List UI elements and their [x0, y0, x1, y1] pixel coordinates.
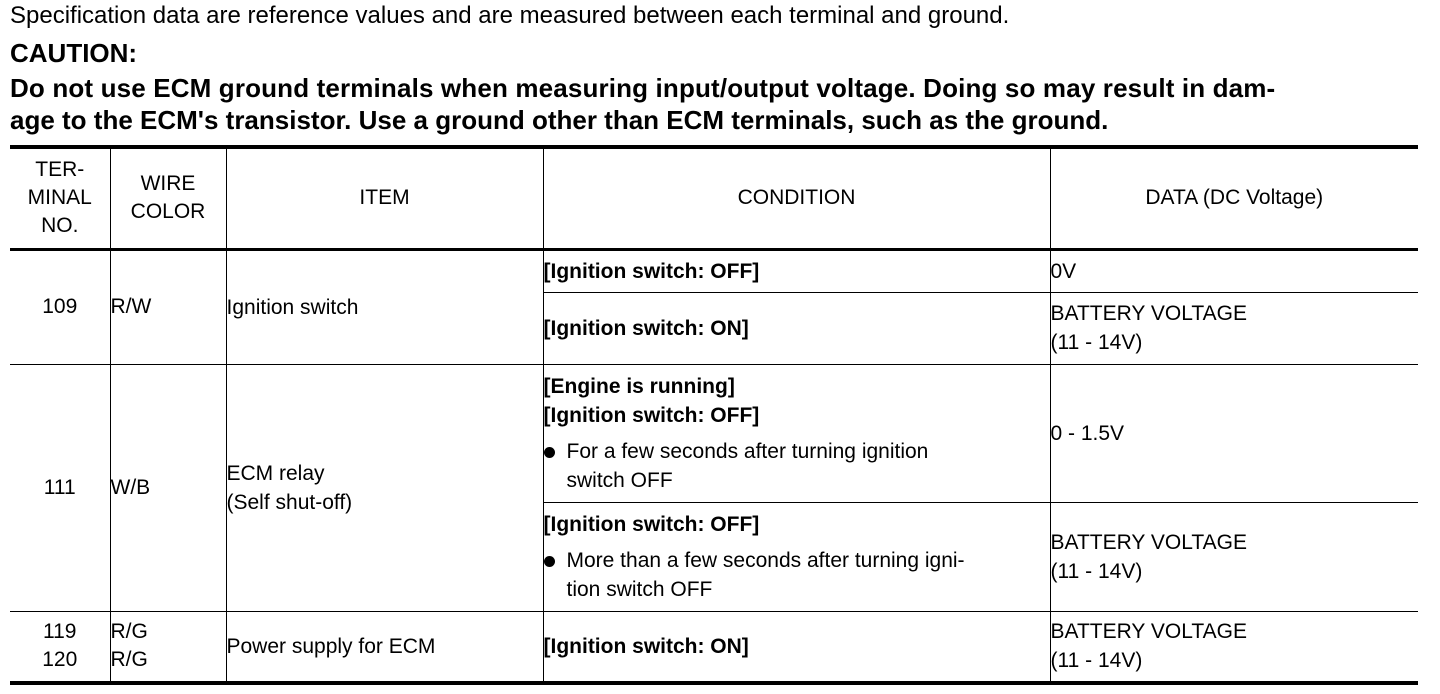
item-cell: Power supply for ECM: [226, 611, 543, 683]
caution-body: [10, 72, 1420, 136]
header-data: DATA (DC Voltage): [1050, 147, 1418, 249]
bullet-dot-icon: [544, 447, 555, 458]
condition-cell: [543, 249, 1050, 292]
condition-label: [Ignition switch: OFF]: [543, 403, 760, 427]
data-value: (11 - 14V): [1050, 331, 1143, 354]
data-cell: [1050, 502, 1418, 611]
bullet-text: [567, 546, 965, 604]
table-row: [10, 611, 1418, 683]
condition-label: [Ignition switch: OFF]: [543, 259, 760, 283]
caution-line-1: Do not use ECM ground terminals when measuring input/output voltage. Doing so may result in dam-: [10, 73, 1276, 103]
header-condition: CONDITION: [543, 147, 1050, 249]
item-cell: Ignition switch: [226, 249, 543, 364]
bullet-line: switch OFF: [566, 468, 673, 492]
caution-title: CAUTION:: [10, 38, 138, 68]
bullet-text: [567, 437, 929, 495]
terminal-no-cell: 111: [10, 364, 110, 611]
condition-label: [Ignition switch: ON]: [543, 634, 749, 658]
condition-cell: [543, 364, 1050, 502]
terminal-no-cell: [10, 611, 110, 683]
terminal-no: 119: [43, 620, 77, 644]
data-value: BATTERY VOLTAGE: [1050, 620, 1247, 644]
data-value: BATTERY VOLTAGE: [1050, 530, 1247, 554]
item-line: ECM relay: [226, 461, 325, 485]
wire-color-cell: R/W: [110, 249, 226, 364]
condition-cell: [543, 611, 1050, 683]
terminal-spec-table: [10, 145, 1418, 685]
wire-color: R/G: [110, 620, 148, 644]
condition-cell: [543, 502, 1050, 611]
condition-bullet: [544, 437, 1050, 495]
condition-label: [Ignition switch: OFF]: [543, 512, 760, 536]
condition-bullet: [544, 546, 1050, 604]
data-cell: 0 - 1.5V: [1050, 364, 1418, 502]
item-cell: [226, 364, 543, 611]
header-terminal-line: TER-: [35, 158, 85, 182]
header-wire-line: WIRE: [140, 172, 196, 196]
header-item: ITEM: [226, 147, 543, 249]
intro-text: Specification data are reference values and are measured between each terminal and ground.: [10, 2, 1010, 29]
data-value: (11 - 14V): [1050, 559, 1143, 583]
table-row: [10, 249, 1418, 292]
wire-color-cell: [110, 611, 226, 683]
bullet-dot-icon: [544, 556, 555, 567]
condition-label: [Ignition switch: ON]: [543, 316, 749, 340]
data-value: (11 - 14V): [1050, 649, 1143, 673]
caution-line-2: age to the ECM's transistor. Use a ground other than ECM terminals, such as the ground.: [10, 105, 1109, 135]
wire-color-cell: W/B: [110, 364, 226, 611]
bullet-line: tion switch OFF: [566, 577, 713, 601]
table-row: [10, 364, 1418, 502]
bullet-line: For a few seconds after turning ignition: [566, 439, 929, 463]
header-wire-line: COLOR: [130, 200, 206, 224]
header-terminal-line: NO.: [41, 214, 79, 238]
terminal-no: 120: [42, 648, 78, 672]
header-wire-color: [110, 147, 226, 249]
condition-cell: [543, 292, 1050, 364]
data-cell: [1050, 611, 1418, 683]
data-cell: 0V: [1050, 249, 1418, 292]
header-terminal-line: MINAL: [27, 186, 92, 210]
header-terminal-no: [10, 147, 110, 249]
item-line: (Self shut-off): [226, 490, 353, 514]
wire-color: R/G: [110, 648, 148, 672]
terminal-no-cell: 109: [10, 249, 110, 364]
bullet-line: More than a few seconds after turning igni-: [566, 548, 965, 572]
data-cell: [1050, 292, 1418, 364]
data-value: BATTERY VOLTAGE: [1050, 302, 1247, 325]
condition-label: [Engine is running]: [543, 374, 735, 398]
